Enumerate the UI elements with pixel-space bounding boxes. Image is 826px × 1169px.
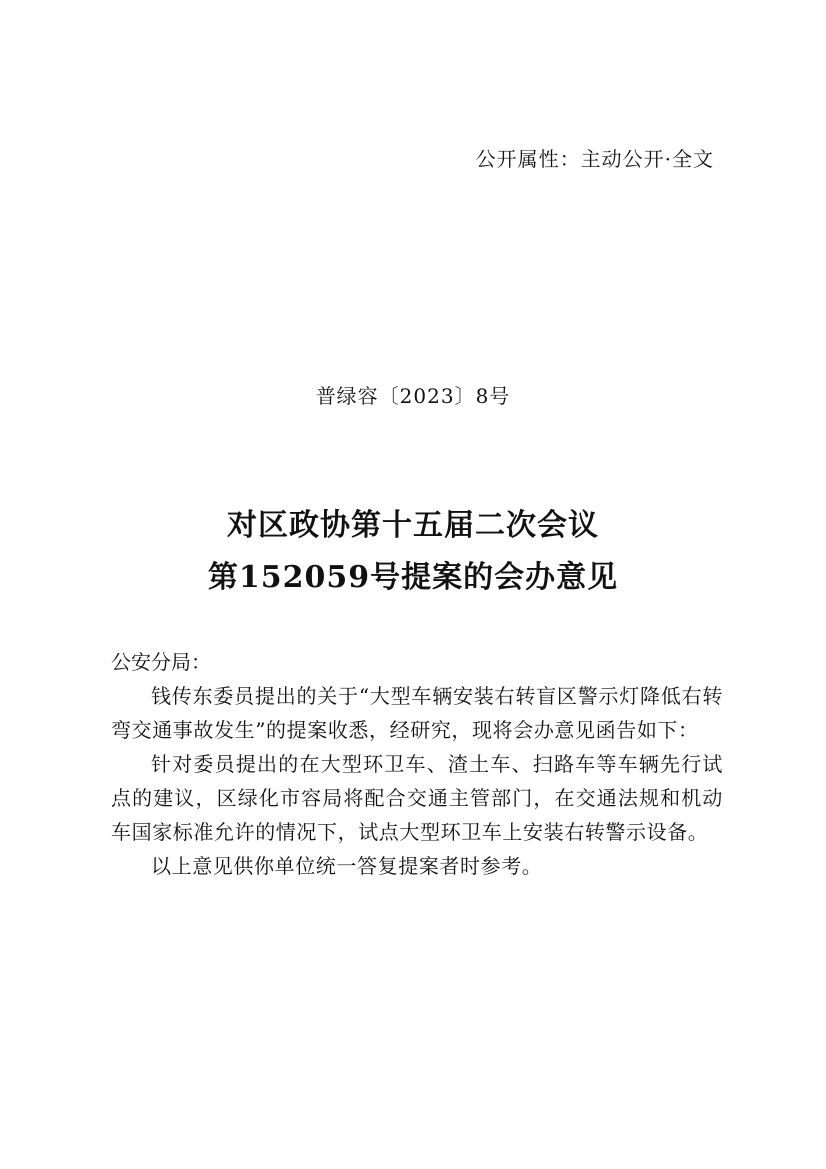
disclosure-attribute: 公开属性：主动公开·全文 (475, 147, 714, 171)
title-line-2: 第152059号提案的会办意见 (207, 560, 619, 595)
document-title (0, 500, 826, 604)
document-body (111, 645, 723, 883)
document-number: 普绿容〔2023〕8号 (315, 384, 511, 408)
body-paragraph: 以上意见供你单位统一答复提案者时参考。 (151, 854, 543, 878)
body-paragraph: 钱传东委员提出的关于“大型车辆安装右转盲区警示灯降低右转弯交通事故发生”的提案收悉，经研究，现将会办意见函告如下： (111, 684, 723, 742)
salutation: 公安分局： (111, 650, 211, 674)
body-paragraph: 针对委员提出的在大型环卫车、渣土车、扫路车等车辆先行试点的建议，区绿化市容局将配合交通主管部门，在交通法规和机动车国家标准允许的情况下，试点大型环卫车上安装右转警示设备。 (111, 752, 723, 844)
title-line-1: 对区政协第十五届二次会议 (227, 508, 599, 543)
